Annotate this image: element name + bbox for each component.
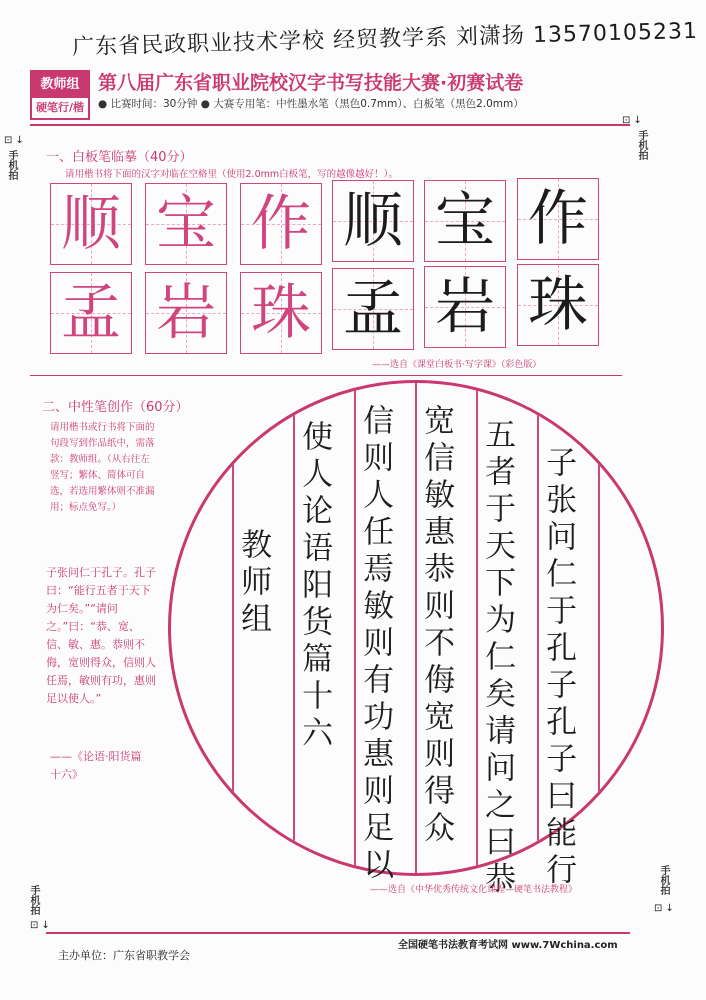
info-line: ● 比赛时间：30分钟 ● 大赛专用笔：中性墨水笔（黑色0.7mm）、白板笔（黑色2.0mm） <box>98 98 524 110</box>
section1-source: ——选自《课堂白板书·写字课》（彩色版） <box>372 360 542 370</box>
written-column-1: 子张问仁于孔子孔子曰能行 <box>540 446 577 890</box>
section2-source-bottom: ——选自《中华优秀传统文化课程—硬笔书法教程》 <box>370 885 578 895</box>
sample-cell: 顺 <box>50 183 132 265</box>
written-column-5: 使人论语阳货篇十六 <box>296 420 333 753</box>
section2-heading: 二、中性笔创作（60分） <box>42 400 189 415</box>
copy-cell: 宝 <box>424 180 506 262</box>
footer-organizer: 主办单位：广东省职教学会 <box>58 949 190 962</box>
title-rule <box>30 124 630 126</box>
written-column-4: 信则人任焉敏则有功惠则足以 <box>357 404 394 885</box>
badge-bottom: 硬笔行/楷 <box>35 101 85 114</box>
corner-icon-br: ⊡ ↓ <box>654 903 674 914</box>
section1-heading: 一、白板笔临摹（40分） <box>46 150 193 165</box>
original-text: 子张问仁于孔子。孔子曰：“能行五者于天下为仁矣。”“请问之。”曰：“恭、宽、信、敏、惠。恭则不侮，宽则得众，信则人任焉，敏则有功，惠则足以使人。” <box>46 566 156 705</box>
section2-source-left: ——《论语·阳货篇十六》 <box>50 750 142 781</box>
side-label-left-bottom: 手机拍 <box>28 885 39 915</box>
badge-top: 教师组 <box>32 72 88 98</box>
corner-icon-bl: ⊡ ↓ <box>30 920 50 931</box>
sample-cell: 宝 <box>145 183 227 265</box>
footer-website: 全国硬笔书法教育考试网 www.7Wchina.com <box>398 940 618 951</box>
copy-cell: 岩 <box>424 266 506 348</box>
page-title: 第八届广东省职业院校汉字书写技能大赛·初赛试卷 <box>98 72 524 94</box>
handwritten-header: 广东省民政职业技术学校 经贸教学系 刘潇扬 13570105231 <box>71 18 699 61</box>
side-label-left-top: 手机拍 <box>6 150 17 180</box>
written-signature: 教师组 <box>235 528 272 639</box>
group-badge <box>30 70 90 120</box>
sample-cell: 作 <box>240 183 322 265</box>
sample-cell: 岩 <box>145 272 227 354</box>
copy-cell: 顺 <box>332 180 414 262</box>
sample-cell: 孟 <box>50 272 132 354</box>
corner-icon-tr: ⊡ ↓ <box>622 115 642 126</box>
side-label-right-bottom: 手机拍 <box>658 865 669 895</box>
section2-instruction: 请用楷书或行书将下面的句段写到作品纸中，需落款：教师组。（从右往左竖写；繁体、简体可自选，若选用繁体则不准漏用；标点免写。） <box>50 422 155 513</box>
sample-cell: 珠 <box>240 272 322 354</box>
section1-instruction: 请用楷书将下面的汉字对临在空格里（使用2.0mm白板笔，写的越像越好！）。 <box>65 169 398 180</box>
corner-icon-tl: ⊡ ↓ <box>4 135 24 146</box>
copy-cell: 孟 <box>332 268 414 350</box>
footer-rule <box>46 932 630 934</box>
section-divider <box>30 375 622 376</box>
written-column-2: 五者于天下为仁矣请问之曰恭 <box>479 418 516 899</box>
copy-cell: 珠 <box>517 264 599 346</box>
written-column-3: 宽信敏惠恭则不侮宽则得众 <box>418 404 455 848</box>
side-label-right-top: 手机拍 <box>636 130 647 160</box>
copy-cell: 作 <box>517 178 599 260</box>
